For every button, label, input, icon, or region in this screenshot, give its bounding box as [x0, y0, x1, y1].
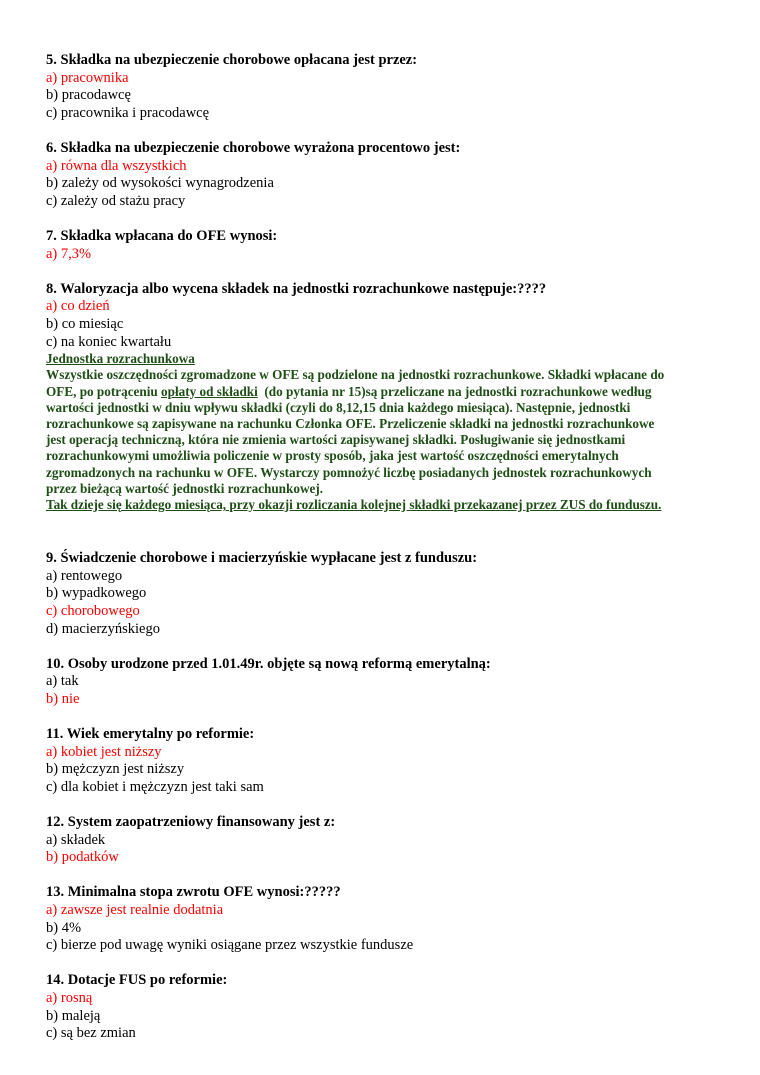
answer-option: b) zależy od wysokości wynagrodzenia: [46, 175, 274, 192]
answer-option: c) zależy od stażu pracy: [46, 192, 186, 209]
answer-option: a) rentowego: [46, 567, 123, 584]
question-14: [46, 972, 716, 1042]
answer-option: b) nie: [46, 690, 80, 707]
question-title: 12. System zaopatrzeniowy finansowany jest z:: [46, 814, 336, 831]
question-title: 10. Osoby urodzone przed 1.01.49r. objęte są nową reformą emerytalną:: [46, 655, 491, 672]
question-title: 9. Świadczenie chorobowe i macierzyńskie wypłacane jest z funduszu:: [46, 550, 478, 567]
question-13: [46, 884, 716, 954]
note-text: OFE, po potrąceniu: [46, 383, 162, 399]
answer-option: a) tak: [46, 673, 79, 690]
note-line: [46, 384, 716, 400]
note-footer: Tak dzieje się każdego miesiąca, przy okazji rozliczania kolejnej składki przekazanej przez ZUS do funduszu.: [46, 496, 662, 512]
note-text: (do pytania nr 15)są przeliczane na jednostki rozrachunkowe według: [257, 383, 652, 399]
explanation-note: [46, 351, 716, 513]
answer-option: a) kobiet jest niższy: [46, 743, 162, 760]
document-page: [46, 52, 716, 1060]
answer-option: b) maleją: [46, 1007, 101, 1024]
answer-option: a) co dzień: [46, 298, 110, 315]
answer-option: b) podatków: [46, 849, 119, 866]
answer-option: c) dla kobiet i mężczyzn jest taki sam: [46, 778, 264, 795]
note-line: rozrachunkowe są zapisywane na rachunku Członka OFE. Przeliczenie składki na jednostki rozrachunkowe: [46, 415, 655, 431]
question-title: 11. Wiek emerytalny po reformie:: [46, 726, 255, 743]
answer-option: c) są bez zmian: [46, 1025, 136, 1042]
answer-option: a) zawsze jest realnie dodatnia: [46, 902, 224, 918]
question-title: 7. Składka wpłacana do OFE wynosi:: [46, 227, 278, 244]
answer-option: b) mężczyzn jest niższy: [46, 761, 185, 778]
answer-option: a) pracownika: [46, 69, 129, 86]
question-title: 8. Waloryzacja albo wycena składek na jednostki rozrachunkowe następuje:????: [46, 280, 547, 297]
answer-option: d) macierzyńskiego: [46, 620, 160, 637]
question-title: 5. Składka na ubezpieczenie chorobowe opłacana jest przez:: [46, 52, 418, 68]
note-line: przez bieżącą wartość jednostki rozrachunkowej.: [46, 480, 324, 496]
answer-option: b) wypadkowego: [46, 585, 147, 602]
question-title: 6. Składka na ubezpieczenie chorobowe wyrażona procentowo jest:: [46, 139, 461, 156]
answer-option: b) co miesiąc: [46, 315, 124, 332]
question-8: [46, 281, 716, 351]
question-title: 14. Dotacje FUS po reformie:: [46, 972, 228, 989]
question-10: [46, 656, 716, 709]
answer-option: a) równa dla wszystkich: [46, 157, 187, 174]
question-7: [46, 228, 716, 263]
answer-option: c) bierze pod uwagę wyniki osiągane przez wszystkie fundusze: [46, 937, 414, 954]
answer-option: b) 4%: [46, 919, 82, 936]
question-6: [46, 140, 716, 210]
answer-option: c) na koniec kwartału: [46, 333, 172, 350]
answer-option: a) składek: [46, 831, 106, 848]
note-line: zgromadzonych na rachunku w OFE. Wystarczy pomnożyć liczbę posiadanych jednostek rozrachunkowych: [46, 464, 652, 480]
answer-option: a) 7,3%: [46, 245, 92, 262]
question-title: 13. Minimalna stopa zwrotu OFE wynosi:?????: [46, 884, 341, 901]
question-12: [46, 814, 716, 867]
note-line: jest operacją techniczną, która nie zmienia wartości zapisywanej składki. Posługiwanie się jednostkami: [46, 432, 626, 448]
note-line: wartości jednostki w dniu wpływu składki (czyli do 8,12,15 dnia każdego miesiąca). Następnie, jednostki: [46, 399, 631, 415]
note-line: rozrachunkowymi umożliwia policzenie w prosty sposób, jaka jest wartość oszczędności emerytalnych: [46, 448, 619, 464]
answer-option: c) pracownika i pracodawcę: [46, 104, 210, 121]
note-line: Wszystkie oszczędności zgromadzone w OFE są podzielone na jednostki rozrachunkowe. Składki wpłacane do: [46, 367, 665, 383]
question-11: [46, 726, 716, 796]
question-9: [46, 550, 716, 638]
note-heading: Jednostka rozrachunkowa: [46, 351, 195, 367]
answer-option: c) chorobowego: [46, 602, 140, 619]
question-5: [46, 52, 716, 122]
note-underlined-text: opłaty od składki: [161, 383, 258, 399]
answer-option: b) pracodawcę: [46, 87, 131, 104]
answer-option: a) rosną: [46, 989, 93, 1006]
